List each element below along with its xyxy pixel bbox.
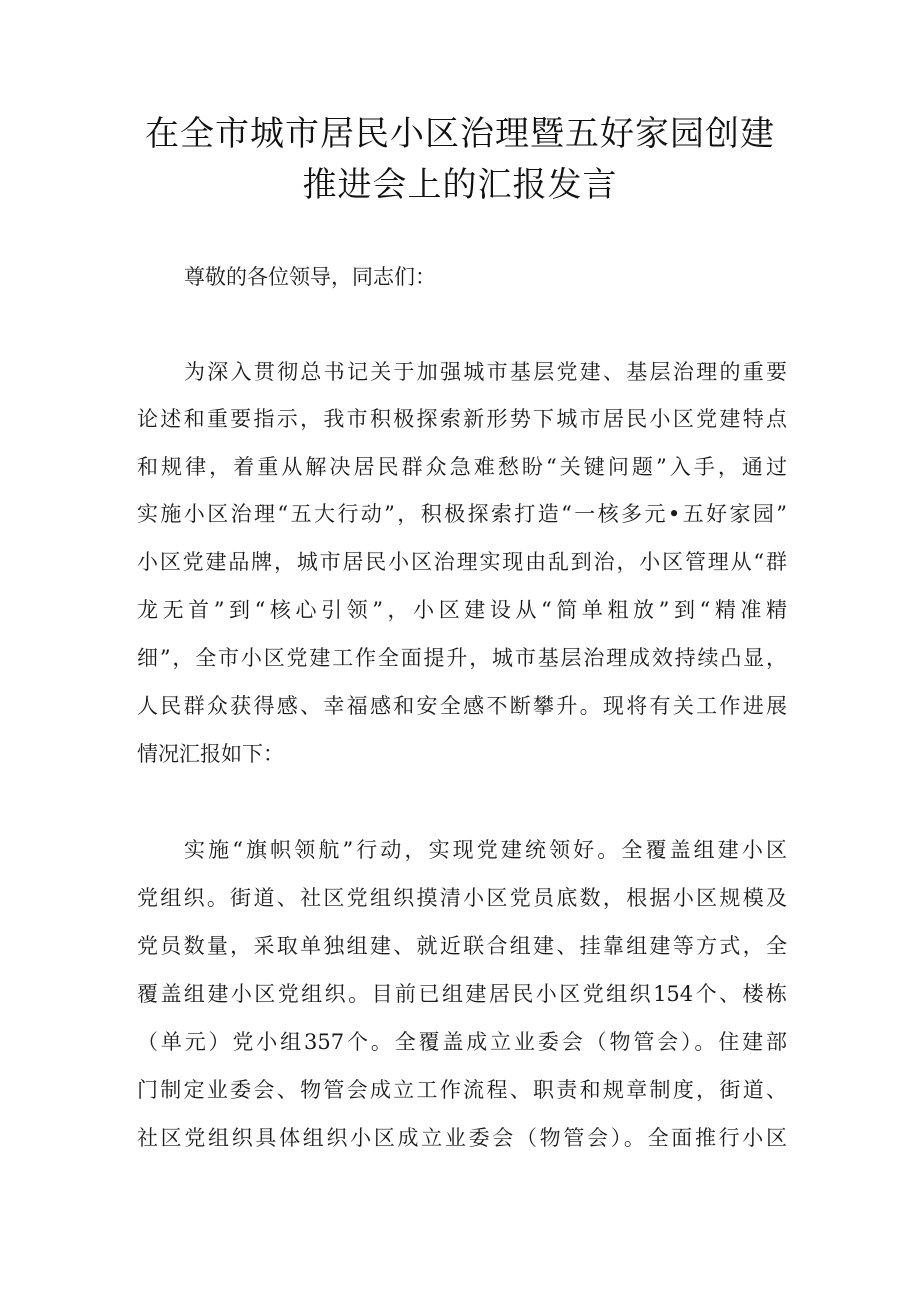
paragraph-1-line: 小区党建品牌，城市居民小区治理实现由乱到治，小区管理从“群	[137, 550, 787, 574]
paragraph-2-line: 实施“旗帜领航”行动，实现党建统领好。全覆盖组建小区	[184, 838, 787, 862]
paragraph-2-line: 门制定业委会、物管会成立工作流程、职责和规章制度，街道、	[137, 1078, 787, 1102]
paragraph-1-line: 细”，全市小区党建工作全面提升，城市基层治理成效持续凸显，	[137, 646, 787, 670]
paragraph-1-line: 实施小区治理“五大行动”，积极探索打造“一核多元•五好家园”	[137, 502, 787, 526]
document-title-line-1: 在全市城市居民小区治理暨五好家园创建	[145, 114, 775, 154]
document-title-line-2: 推进会上的汇报发言	[302, 165, 618, 205]
paragraph-1-line: 人民群众获得感、幸福感和安全感不断攀升。现将有关工作进展	[137, 694, 787, 718]
paragraph-2-line: 覆盖组建小区党组织。目前已组建居民小区党组织154个、楼栋	[137, 982, 787, 1006]
paragraph-1-line: 为深入贯彻总书记关于加强城市基层党建、基层治理的重要	[184, 360, 787, 384]
paragraph-2-line: （单元）党小组357个。全覆盖成立业委会（物管会）。住建部	[137, 1030, 787, 1054]
paragraph-1-line: 龙无首”到“核心引领”，小区建设从“简单粗放”到“精准精	[137, 598, 787, 622]
paragraph-1-line: 论述和重要指示，我市积极探索新形势下城市居民小区党建特点	[137, 407, 787, 431]
paragraph-2-line: 党员数量，采取单独组建、就近联合组建、挂靠组建等方式，全	[137, 934, 787, 958]
paragraph-2-line: 党组织。街道、社区党组织摸清小区党员底数，根据小区规模及	[137, 886, 787, 910]
paragraph-1-line: 情况汇报如下：	[137, 742, 284, 766]
salutation: 尊敬的各位领导，同志们：	[184, 265, 436, 289]
paragraph-2-line: 社区党组织具体组织小区成立业委会（物管会）。全面推行小区	[137, 1126, 787, 1150]
paragraph-1-line: 和规律，着重从解决居民群众急难愁盼“关键问题”入手，通过	[137, 455, 787, 479]
